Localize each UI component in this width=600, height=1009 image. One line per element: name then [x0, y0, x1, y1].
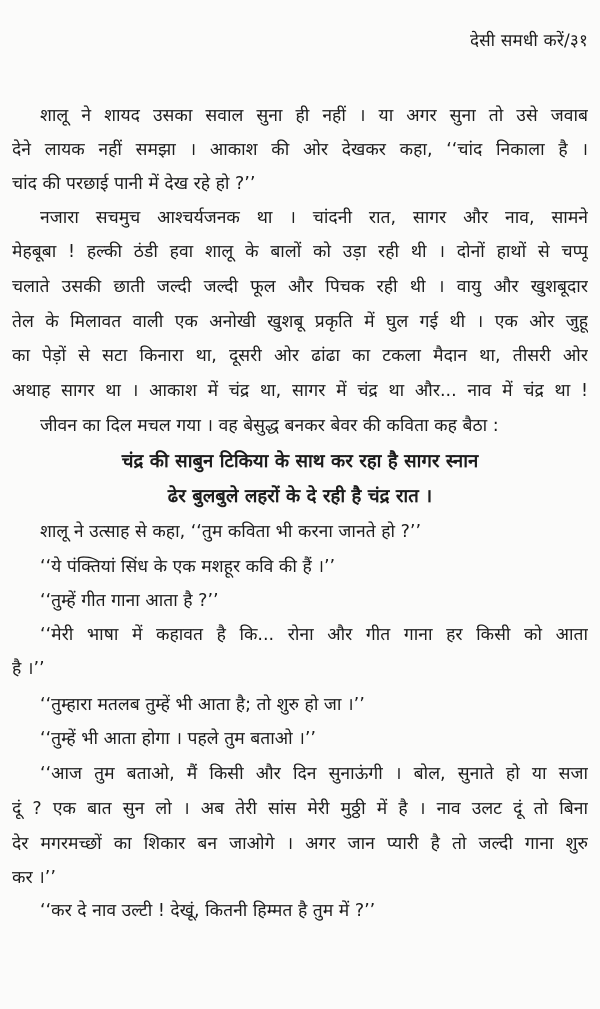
dialogue-line: ‘‘कर दे नाव उल्टी ! देखूं, कितनी हिम्मत है तुम में ?’’	[40, 901, 376, 921]
text-line: अथाह सागर था । आकाश में चंद्र था, सागर में चंद्र था और... नाव में चंद्र था !	[12, 381, 588, 401]
dialogue-line: ‘‘तुम्हें भी आता होगा । पहले तुम बताओ ।’’	[40, 729, 316, 749]
dialogue-line: ‘‘तुम्हें गीत गाना आता है ?’’	[40, 591, 219, 611]
dialogue-line: ‘‘आज तुम बताओ, मैं किसी और दिन सुनाऊंगी । बोल, सुनाते हो या सजा	[40, 764, 588, 784]
text-line: मेहबूबा ! हल्की ठंडी हवा शालू के बालों को उड़ा रही थी । दोनों हाथों से चप्पू	[12, 242, 588, 262]
dialogue-line: कर ।’’	[12, 868, 56, 888]
dialogue-line: शालू ने उत्साह से कहा, ‘‘तुम कविता भी करना जानते हो ?’’	[40, 522, 422, 542]
dialogue-line: दूं ? एक बात सुन लो । अब तेरी सांस मेरी मुठ्ठी में है । नाव उलट दूं तो बिना	[12, 799, 588, 819]
text-line: चलाते उसकी छाती जल्दी जल्दी फूल और पिचक रही थी । वायु और खुशबूदार	[12, 277, 588, 297]
text-line: का पेड़ों से सटा किनारा था, दूसरी ओर ढांढा का टकला मैदान था, तीसरी ओर	[12, 346, 588, 366]
dialogue-line: ‘‘तुम्हारा मतलब तुम्हें भी आता है; तो शुरु हो जा ।’’	[40, 695, 365, 715]
text-line: तेल के मिलावत वाली एक अनोखी खुशबू प्रकृति में घुल गई थी । एक ओर जुहू	[12, 312, 588, 332]
running-head: देसी समधी करें/३१	[469, 31, 588, 51]
text-line: देने लायक नहीं समझा । आकाश की ओर देखकर कहा, ‘‘चांद निकाला है ।	[12, 140, 588, 160]
text-line: नजारा सचमुच आश्चर्यजनक था । चांदनी रात, सागर और नाव, सामने	[40, 208, 588, 228]
poem-line: चंद्र की साबुन टिकिया के साथ कर रहा है सागर स्नान	[121, 451, 479, 472]
dialogue-line: ‘‘मेरी भाषा में कहावत है कि... रोना और गीत गाना हर किसी को आता	[40, 625, 588, 645]
dialogue-line: देर मगरमच्छों का शिकार बन जाओगे । अगर जान प्यारी है तो जल्दी गाना शुरु	[12, 834, 588, 854]
text-line: जीवन का दिल मचल गया । वह बेसुद्ध बनकर बेवर की कविता कह बैठा :	[40, 416, 499, 436]
dialogue-line: है ।’’	[12, 659, 45, 679]
dialogue-line: ‘‘ये पंक्तियां सिंध के एक मशहूर कवि की हैं ।’’	[40, 557, 336, 577]
text-line: शालू ने शायद उसका सवाल सुना ही नहीं । या अगर सुना तो उसे जवाब	[40, 106, 588, 126]
text-line: चांद की परछाई पानी में देख रहे हो ?’’	[12, 174, 256, 194]
poem-line: ढेर बुलबुले लहरों के दे रही है चंद्र रात ।	[167, 486, 433, 507]
